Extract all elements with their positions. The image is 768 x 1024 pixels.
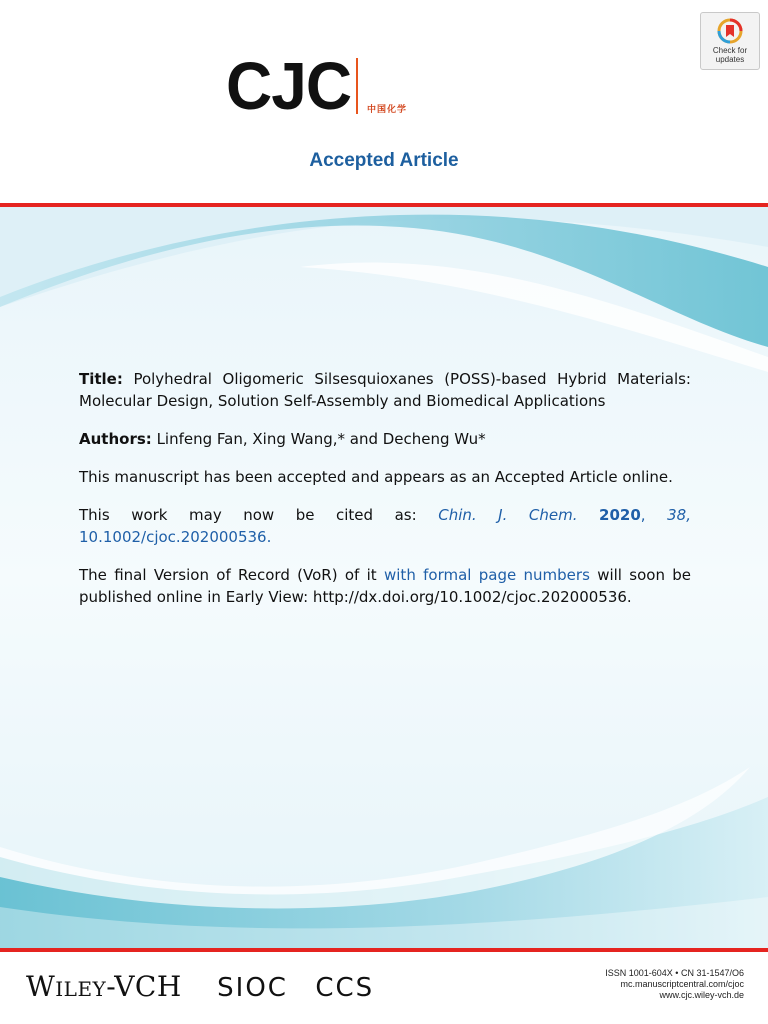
cite-volume: 38, bbox=[667, 506, 691, 524]
page-footer bbox=[0, 952, 768, 1024]
journal-url[interactable]: www.cjc.wiley-vch.de bbox=[659, 990, 744, 1000]
vor-formal-link[interactable]: with formal page numbers bbox=[384, 566, 590, 584]
sioc-logo: SIOC bbox=[217, 973, 288, 1003]
citation-paragraph: This work may now be cited as: Chin. J. Chem. 2020, 38, 10.1002/cjoc.202000536. bbox=[79, 506, 691, 546]
logo-text: CJC bbox=[226, 48, 352, 124]
wiley-logo: Wiley bbox=[26, 970, 107, 1003]
authors-list: Linfeng Fan, Xing Wang,* and Decheng Wu* bbox=[156, 430, 486, 448]
issn-line: ISSN 1001-604X • CN 31-1547/O6 bbox=[605, 968, 744, 978]
title-paragraph bbox=[79, 368, 691, 412]
cite-doi-link[interactable]: 10.1002/cjoc.202000536. bbox=[79, 528, 272, 546]
logo-divider bbox=[356, 58, 358, 114]
logo-subtitle: 中国化学 bbox=[367, 105, 408, 115]
bookmark-ring-icon bbox=[717, 18, 743, 44]
cjc-logo bbox=[226, 48, 408, 124]
check-for-updates-label: Check for updates bbox=[712, 46, 748, 64]
authors-label: Authors: bbox=[79, 430, 152, 448]
vor-text-part2: will soon be published online in Early View: http://dx.doi.org/10.1002/cjoc.202000536. bbox=[79, 566, 692, 606]
publisher-logos bbox=[26, 970, 374, 1003]
vor-paragraph bbox=[79, 564, 691, 608]
cite-prefix: This work may now be cited as: bbox=[79, 506, 417, 524]
article-info bbox=[79, 368, 691, 624]
page-header bbox=[0, 0, 768, 204]
check-for-updates-button[interactable] bbox=[700, 12, 760, 70]
vch-logo: -VCH bbox=[106, 970, 182, 1003]
title-label: Title: bbox=[79, 370, 123, 388]
accepted-statement: This manuscript has been accepted and appears as an Accepted Article online. bbox=[79, 468, 673, 486]
accepted-article-heading: Accepted Article bbox=[309, 150, 459, 171]
cite-year: 2020 bbox=[599, 506, 641, 524]
vor-text-part1: The final Version of Record (VoR) of it bbox=[79, 566, 377, 584]
manuscript-url[interactable]: mc.manuscriptcentral.com/cjoc bbox=[620, 979, 744, 989]
authors-paragraph bbox=[79, 428, 691, 450]
ccs-logo: CCS bbox=[315, 973, 375, 1003]
cite-journal: Chin. J. Chem. bbox=[438, 506, 578, 524]
journal-info bbox=[605, 968, 744, 1001]
article-title: Polyhedral Oligomeric Silsesquioxanes (POSS)-based Hybrid Materials: Molecular Design, Solution Self-Assembly and Biomedical Applications bbox=[79, 370, 691, 410]
